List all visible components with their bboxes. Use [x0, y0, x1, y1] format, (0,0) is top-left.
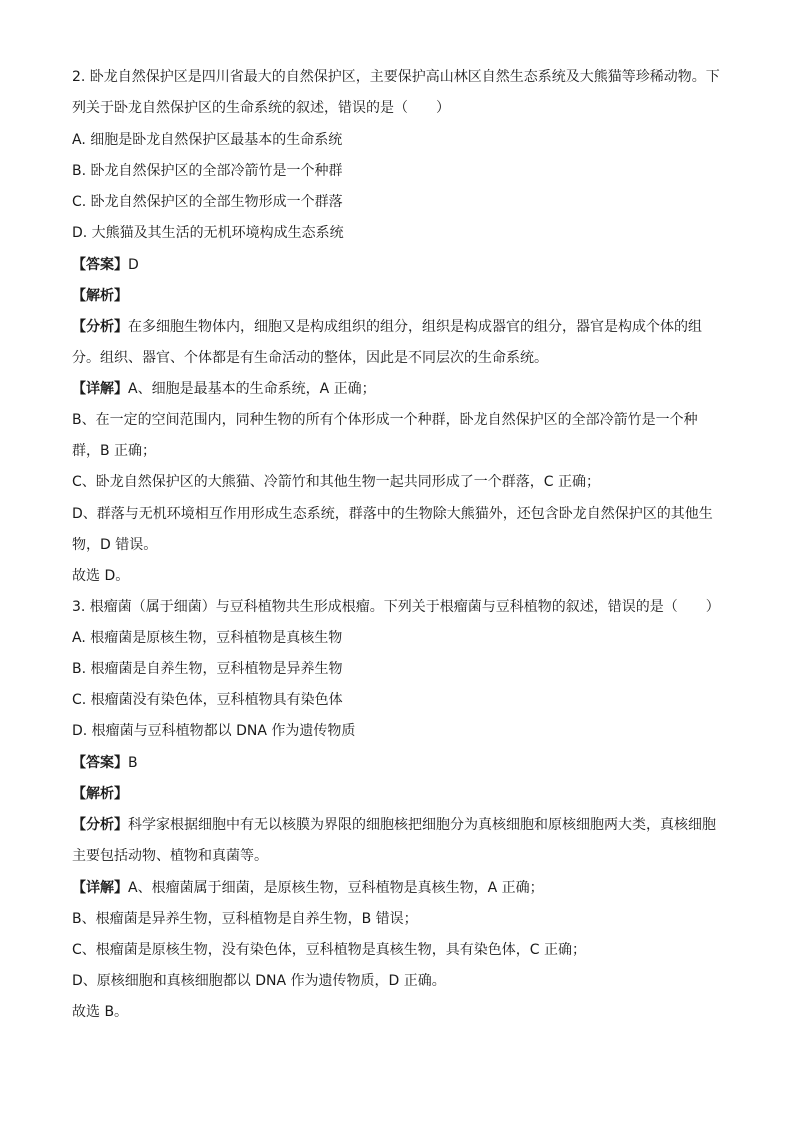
q3-detail-d: D、原核细胞和真核细胞都以 DNA 作为遗传物质，D 正确。	[72, 973, 446, 989]
q2-detail-b-line1: B、在一定的空间范围内，同种生物的所有个体形成一个种群，卧龙自然保护区的全部冷箭竹是一个种	[72, 412, 698, 428]
q3-xiangjie-line1	[72, 879, 732, 897]
q3-xiangjie-text1: A、根瘤菌属于细菌，是原核生物，豆科植物是真核生物，A 正确；	[128, 880, 544, 896]
q3-xiangjie-tag: 【详解】	[72, 880, 128, 896]
q2-detail-b-line2: 群，B 正确；	[72, 443, 157, 459]
q3-detail-b: B、根瘤菌是异养生物，豆科植物是自养生物，B 错误；	[72, 911, 418, 927]
q3-stem: 3. 根瘤菌（属于细菌）与豆科植物共生形成根瘤。下列关于根瘤菌与豆科植物的叙述，错误的是（ ）	[72, 599, 720, 615]
q3-fenxi-line1	[72, 816, 732, 834]
q2-xiangjie-text1: A、细胞是最基本的生命系统，A 正确；	[128, 381, 376, 397]
q3-option-a: A. 根瘤菌是原核生物，豆科植物是真核生物	[72, 630, 343, 646]
q3-option-d: D. 根瘤菌与豆科植物都以 DNA 作为遗传物质	[72, 723, 356, 739]
q2-detail-d-line1: D、群落与无机环境相互作用形成生态系统，群落中的生物除大熊猫外，还包含卧龙自然保护区的其他生	[72, 506, 713, 522]
q2-fenxi-text1: 在多细胞生物体内，细胞又是构成组织的组分，组织是构成器官的组分，器官是构成个体的组	[128, 319, 702, 335]
q2-answer-value: D	[128, 257, 139, 273]
q2-fenxi-line1	[72, 318, 732, 336]
q2-xiangjie-tag: 【详解】	[72, 381, 128, 397]
q2-xiangjie-line1	[72, 380, 732, 398]
q2-fenxi-tag: 【分析】	[72, 319, 128, 335]
q3-answer-line	[72, 754, 732, 772]
q3-fenxi-tag: 【分析】	[72, 817, 128, 833]
q3-option-c: C. 根瘤菌没有染色体，豆科植物具有染色体	[72, 692, 343, 708]
q3-analysis-heading	[72, 785, 732, 803]
q3-fenxi-text1: 科学家根据细胞中有无以核膜为界限的细胞核把细胞分为真核细胞和原核细胞两大类，真核细胞	[128, 817, 716, 833]
q2-conclusion: 故选 D。	[72, 568, 130, 584]
q2-analysis-tag: 【解析】	[72, 288, 128, 304]
q2-stem-line1: 2. 卧龙自然保护区是四川省最大的自然保护区，主要保护高山林区自然生态系统及大熊猫等珍稀动物。下	[72, 69, 720, 85]
q2-option-c: C. 卧龙自然保护区的全部生物形成一个群落	[72, 194, 343, 210]
q3-answer-value: B	[128, 755, 138, 771]
q2-stem-line2: 列关于卧龙自然保护区的生命系统的叙述，错误的是（ ）	[72, 100, 450, 116]
q2-detail-c: C、卧龙自然保护区的大熊猫、冷箭竹和其他生物一起共同形成了一个群落，C 正确；	[72, 474, 600, 490]
q2-answer-line	[72, 256, 732, 274]
q2-detail-d-line2: 物，D 错误。	[72, 537, 158, 553]
q2-option-d: D. 大熊猫及其生活的无机环境构成生态系统	[72, 225, 344, 241]
q2-option-a: A. 细胞是卧龙自然保护区最基本的生命系统	[72, 132, 343, 148]
q3-detail-c: C、根瘤菌是原核生物，没有染色体，豆科植物是真核生物，具有染色体，C 正确；	[72, 942, 586, 958]
q2-analysis-heading	[72, 287, 732, 305]
q3-conclusion: 故选 B。	[72, 1004, 129, 1020]
q3-fenxi-line2: 主要包括动物、植物和真菌等。	[72, 848, 268, 864]
q2-fenxi-line2: 分。组织、器官、个体都是有生命活动的整体，因此是不同层次的生命系统。	[72, 350, 548, 366]
q2-answer-tag: 【答案】	[72, 257, 128, 273]
q3-analysis-tag: 【解析】	[72, 786, 128, 802]
q3-option-b: B. 根瘤菌是自养生物，豆科植物是异养生物	[72, 661, 343, 677]
q3-answer-tag: 【答案】	[72, 755, 128, 771]
q2-option-b: B. 卧龙自然保护区的全部冷箭竹是一个种群	[72, 163, 343, 179]
